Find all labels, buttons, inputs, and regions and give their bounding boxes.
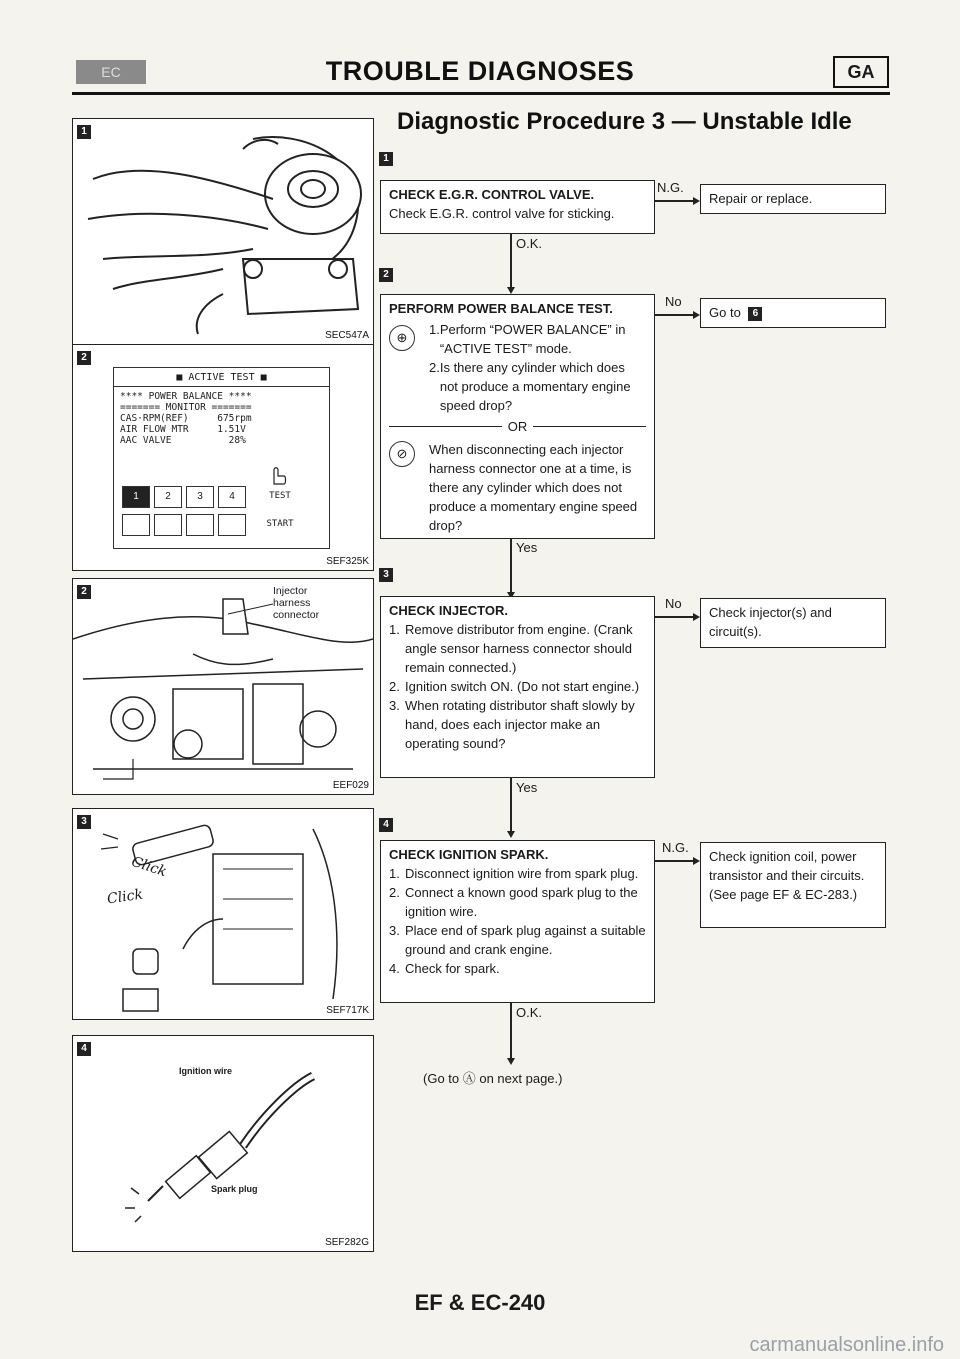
- procedure-title: Diagnostic Procedure 3 — Unstable Idle: [397, 108, 852, 135]
- list-number: 4.: [389, 961, 400, 976]
- yes-label: Yes: [516, 780, 538, 795]
- figure-step-marker: 1: [77, 125, 91, 139]
- list-number: 2.: [389, 885, 400, 900]
- result-goto: [700, 298, 886, 328]
- figure-step-marker: 2: [77, 585, 91, 599]
- step-item: Place end of spark plug against a suitable ground and crank engine.: [405, 923, 646, 957]
- engine-injector-illustration: [73, 579, 373, 794]
- flow-box-injector: [380, 596, 655, 778]
- flow-box-ignition: [380, 840, 655, 1003]
- arrow-right-icon: [693, 857, 700, 865]
- no-tools-icon: ⊘: [389, 441, 415, 467]
- step-title: CHECK IGNITION SPARK.: [389, 847, 549, 862]
- list-number: 2.: [389, 679, 400, 694]
- result-text: Go to: [709, 305, 741, 320]
- result-injector: Check injector(s) and circuit(s).: [700, 598, 886, 648]
- distributor-illustration: [73, 809, 373, 1019]
- figure-injector-harness: [72, 578, 374, 795]
- screen-frame: [113, 367, 330, 549]
- ignition-wire-label: Ignition wire: [179, 1066, 232, 1076]
- list-number: 3.: [389, 923, 400, 938]
- figure-consult-screen: [72, 344, 374, 571]
- branch-line: [655, 616, 697, 618]
- click-callout: Click: [106, 886, 144, 908]
- list-number: 3.: [389, 698, 400, 713]
- step-alt: When disconnecting each injector harness connector one at a time, is there any cylinder which does not produce a momentary engine speed drop?: [429, 442, 638, 533]
- arrow-right-icon: [693, 197, 700, 205]
- section-tab: EC: [76, 60, 146, 84]
- figure-egr-valve: [72, 118, 374, 345]
- result-repair: Repair or replace.: [700, 184, 886, 214]
- flow-connector: [510, 539, 512, 595]
- branch-line: [655, 860, 697, 862]
- arrow-down-icon: [507, 287, 515, 294]
- branch-label: No: [665, 596, 682, 611]
- callout-line: harness: [273, 597, 311, 609]
- flow-step-marker: 1: [379, 152, 393, 166]
- arrow-right-icon: [693, 311, 700, 319]
- or-separator: OR: [507, 419, 528, 434]
- spark-plug-label: Spark plug: [211, 1184, 258, 1194]
- flow-step-marker: 2: [379, 268, 393, 282]
- ok-label: O.K.: [516, 1005, 543, 1020]
- list-number: 1.: [389, 866, 400, 881]
- figure-code: SEF282G: [325, 1237, 369, 1248]
- screen-title-marker: ■: [254, 372, 267, 383]
- arrow-down-icon: [507, 831, 515, 838]
- result-ignition: Check ignition coil, power transistor and their circuits. (See page EF & EC-283.): [700, 842, 886, 928]
- step-item: Ignition switch ON. (Do not start engine.): [405, 679, 640, 694]
- screen-test-label: TEST: [269, 491, 291, 501]
- page-header-title: TROUBLE DIAGNOSES: [325, 56, 635, 86]
- screen-line: AAC VALVE 28%: [120, 435, 246, 446]
- step-item: Connect a known good spark plug to the ignition wire.: [405, 885, 638, 919]
- branch-label: N.G.: [662, 840, 689, 855]
- step-item: Check for spark.: [405, 961, 500, 976]
- watermark: carmanualsonline.info: [749, 1334, 944, 1356]
- step-body: Check E.G.R. control valve for sticking.: [389, 206, 615, 221]
- screen-start-label: START: [266, 519, 294, 529]
- flow-step-marker: 4: [379, 818, 393, 832]
- callout-line: connector: [273, 609, 320, 621]
- screen-cylinder-button: 1: [122, 486, 150, 508]
- list-number: 2.: [429, 360, 440, 375]
- figure-code: SEC547A: [325, 330, 369, 341]
- figure-step-marker: 4: [77, 1042, 91, 1056]
- screen-cylinder-button: 2: [154, 486, 182, 508]
- flow-box-egr: [380, 180, 655, 234]
- callout-injector-harness: [273, 585, 319, 621]
- flow-step-marker: 3: [379, 568, 393, 582]
- step-item: Remove distributor from engine. (Crank angle sensor harness connector should remain connected.): [405, 622, 633, 675]
- egr-valve-illustration: [73, 119, 373, 344]
- page-number: EF & EC-240: [414, 1290, 546, 1315]
- step-item: When rotating distributor shaft slowly by hand, does each injector make an operating sound?: [405, 698, 635, 751]
- branch-line: [655, 200, 697, 202]
- next-page-note: (Go to Ⓐ on next page.): [423, 1071, 563, 1086]
- ok-label: O.K.: [516, 236, 543, 251]
- figure-step-marker: 3: [77, 815, 91, 829]
- step-title: CHECK INJECTOR.: [389, 603, 508, 618]
- screen-cylinder-button: 3: [186, 486, 214, 508]
- branch-label: No: [665, 294, 682, 309]
- figure-code: SEF717K: [326, 1005, 369, 1016]
- figure-spark-plug: [72, 1035, 374, 1252]
- figure-code: EEF029: [332, 780, 369, 791]
- branch-label: N.G.: [657, 180, 684, 195]
- list-number: 1.: [429, 322, 440, 337]
- screen-title-marker: ■: [176, 372, 189, 383]
- goto-step-marker: 6: [748, 307, 762, 321]
- step-item: Is there any cylinder which does not produce a momentary engine speed drop?: [439, 360, 631, 413]
- figure-distributor: [72, 808, 374, 1020]
- section-badge: GA: [833, 56, 889, 88]
- screen-cylinder-button: 4: [218, 486, 246, 508]
- screen-empty-button: [122, 514, 150, 536]
- arrow-right-icon: [693, 613, 700, 621]
- screen-title: ACTIVE TEST: [188, 372, 255, 383]
- screen-line: CAS·RPM(REF) 675rpm: [120, 413, 252, 424]
- screen-line: AIR FLOW MTR 1.51V: [120, 424, 246, 435]
- list-number: 1.: [389, 622, 400, 637]
- screen-empty-button: [186, 514, 214, 536]
- step-item: Disconnect ignition wire from spark plug.: [405, 866, 639, 881]
- step-title: PERFORM POWER BALANCE TEST.: [389, 301, 613, 316]
- flow-connector: [510, 1003, 512, 1061]
- click-callout: Click: [129, 853, 169, 881]
- yes-label: Yes: [516, 540, 538, 555]
- figure-step-marker: 2: [77, 351, 91, 365]
- step-item: Perform “POWER BALANCE” in “ACTIVE TEST” mode.: [439, 322, 626, 356]
- callout-line: Injector: [273, 585, 308, 597]
- hand-pointer-icon: [266, 464, 288, 486]
- header-rule: [72, 92, 890, 95]
- screen-line: **** POWER BALANCE ****: [120, 391, 252, 402]
- screen-line: ======= MONITOR =======: [120, 402, 252, 413]
- branch-line: [655, 314, 697, 316]
- flow-box-power-balance: [380, 294, 655, 539]
- screen-empty-button: [218, 514, 246, 536]
- figure-code: SEF325K: [326, 556, 369, 567]
- arrow-down-icon: [507, 1058, 515, 1065]
- step-title: CHECK E.G.R. CONTROL VALVE.: [389, 187, 595, 202]
- flow-connector: [510, 234, 512, 290]
- screen-empty-button: [154, 514, 182, 536]
- flow-connector: [510, 778, 512, 834]
- consult-tool-icon: ⊕: [389, 325, 415, 351]
